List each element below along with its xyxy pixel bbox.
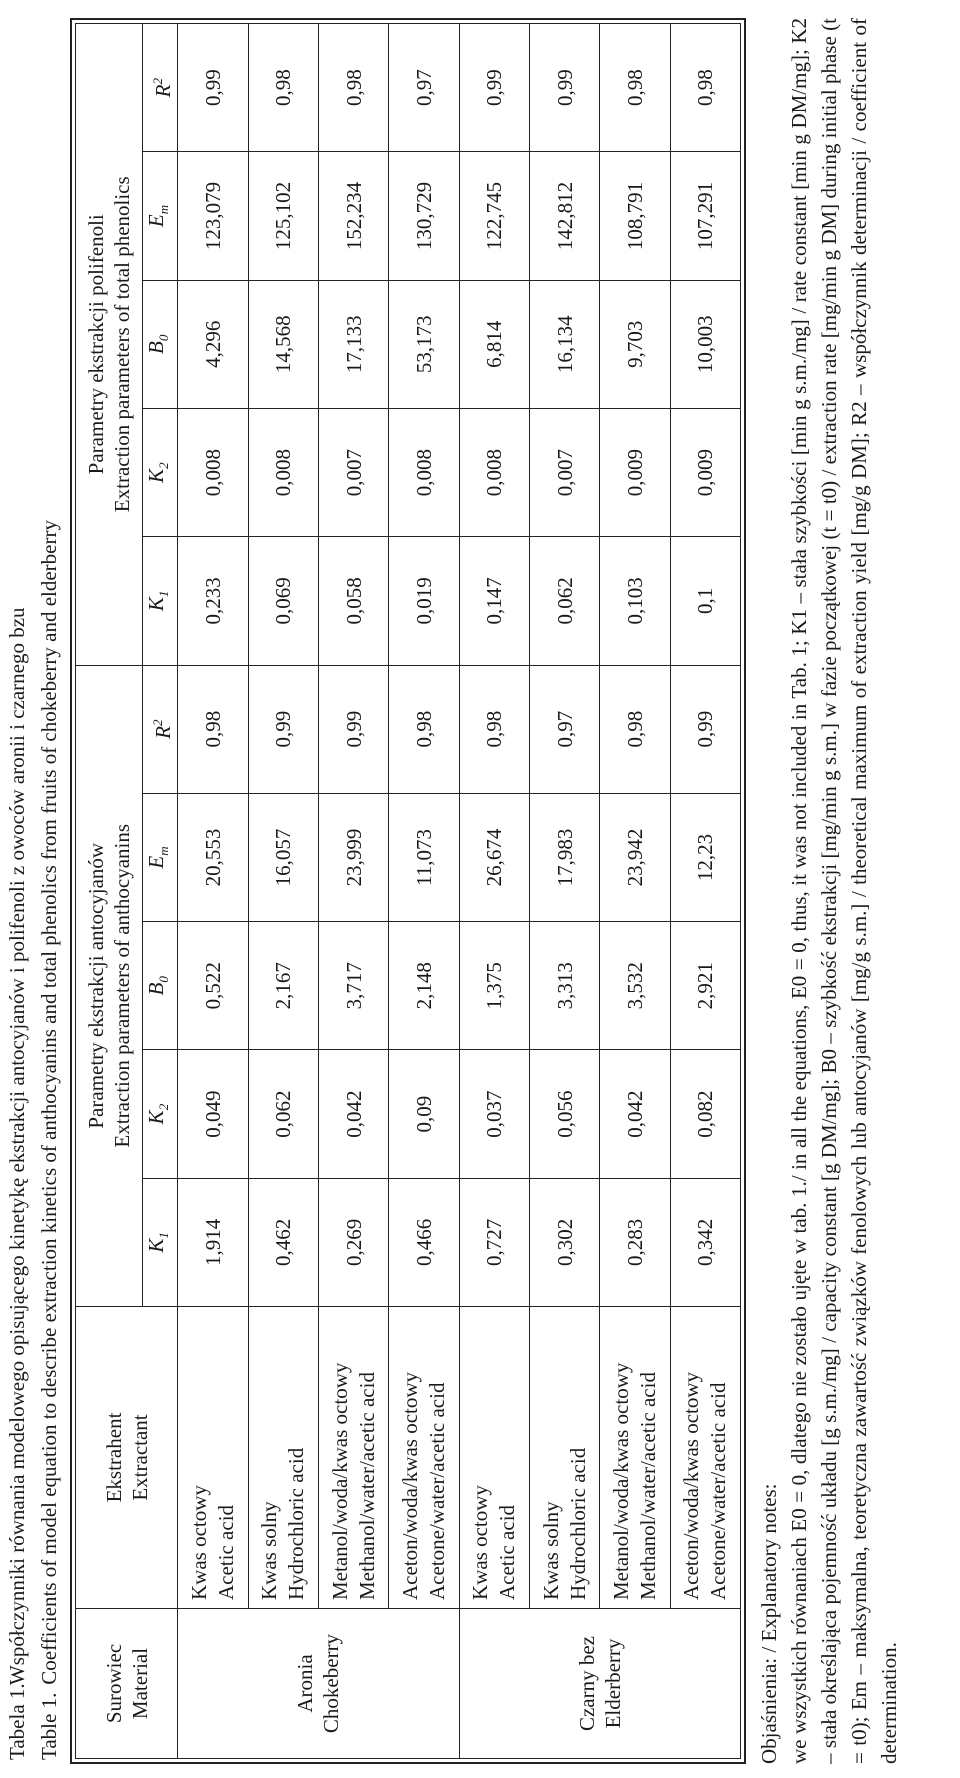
table-row <box>459 24 529 1759</box>
material-name-en: Chokeberry <box>319 1633 344 1734</box>
caption-polish-label: Tabela 1. <box>5 1683 29 1760</box>
extractant-cell <box>670 1307 740 1609</box>
antho-value-cell: 3,717 <box>318 922 388 1050</box>
antho-value-cell: 20,553 <box>178 793 248 921</box>
header-phenolics-pl: Parametry ekstrakcji polifenoli <box>84 214 108 475</box>
param-r2: $R^2$ <box>143 665 178 793</box>
extractant-pl: Kwas octowy <box>468 1485 493 1600</box>
table-row <box>248 24 318 1759</box>
antho-value-cell: 0,042 <box>600 1050 670 1178</box>
extractant-en: Hydrochloric acid <box>565 1447 590 1600</box>
header-phenolics <box>76 24 143 666</box>
antho-value-cell: 0,037 <box>459 1050 529 1178</box>
header-anthocyanins-en: Extraction parameters of anthocyanins <box>110 823 134 1148</box>
header-row-top <box>76 24 143 1759</box>
header-material <box>76 1609 178 1759</box>
extractant-en: Methanol/water/acetic acid <box>635 1372 660 1600</box>
explanatory-notes <box>754 18 904 1764</box>
antho-value-cell: 0,09 <box>389 1050 459 1178</box>
notes-heading: Objaśnienia: / Explanatory notes: <box>757 1483 781 1764</box>
header-extractant <box>76 1307 178 1609</box>
caption-polish <box>4 607 30 1760</box>
phen-value-cell: 9,703 <box>600 280 670 408</box>
table-row <box>529 24 599 1759</box>
extractant-pl: Aceton/woda/kwas octowy <box>397 1371 422 1600</box>
extractant-en: Acetone/water/acetic acid <box>424 1382 449 1600</box>
antho-value-cell: 0,462 <box>248 1178 318 1306</box>
header-anthocyanins <box>76 665 143 1306</box>
antho-value-cell: 0,302 <box>529 1178 599 1306</box>
antho-value-cell: 26,674 <box>459 793 529 921</box>
param-em: $E_m$ <box>143 793 178 921</box>
phen-value-cell: 0,98 <box>248 24 318 152</box>
header-material-pl: Surowiec <box>101 1643 126 1724</box>
antho-value-cell: 17,983 <box>529 793 599 921</box>
material-cell <box>178 1609 459 1759</box>
antho-value-cell: 12,23 <box>670 793 740 921</box>
param-em: $E_m$ <box>143 152 178 280</box>
phen-value-cell: 122,745 <box>459 152 529 280</box>
antho-value-cell: 0,082 <box>670 1050 740 1178</box>
phen-value-cell: 0,009 <box>670 408 740 536</box>
phen-value-cell: 0,233 <box>178 537 248 665</box>
header-extractant-pl: Ekstrahent <box>101 1412 126 1503</box>
extractant-pl: Kwas solny <box>538 1501 563 1600</box>
antho-value-cell: 0,99 <box>670 665 740 793</box>
phen-value-cell: 0,008 <box>178 408 248 536</box>
extractant-en: Acetone/water/acetic acid <box>706 1382 731 1600</box>
extractant-en: Hydrochloric acid <box>284 1447 309 1600</box>
extractant-cell <box>248 1307 318 1609</box>
phen-value-cell: 125,102 <box>248 152 318 280</box>
extractant-pl: Kwas solny <box>257 1501 282 1600</box>
phen-value-cell: 0,008 <box>459 408 529 536</box>
phen-value-cell: 10,003 <box>670 280 740 408</box>
phen-value-cell: 123,079 <box>178 152 248 280</box>
antho-value-cell: 0,97 <box>529 665 599 793</box>
param-k2: $K_2$ <box>143 1050 178 1178</box>
phen-value-cell: 16,134 <box>529 280 599 408</box>
extractant-pl: Kwas octowy <box>186 1485 211 1600</box>
notes-text: we wszystkich równaniach E0 = 0, dlatego nie zostało ujęte w tab. 1./ in all the equations, E0 = 0, thus, it was not included in Tab. 1; K1 – stała szybkości [min g s.m./mg] / rate constant [min g DM/mg]; K2 – stała określająca pojemność układu [g s.m./mg] / capacity constant [g DM/mg]; B0 – szybkość ekstrakcji [mg/min g s.m.] w fazie początkowej (t = t0) / extraction rate [mg/min g DM] during initial phase (t = t0); Em – maksymalna, teoretyczna zawartość związków fenolowych lub antocyjanów [mg/g s.m.] / theoretical maximum of extraction yield [mg/g DM]; R2 – współczynnik determinacji / coefficient of determination. <box>787 18 901 1764</box>
extractant-cell <box>318 1307 388 1609</box>
antho-value-cell: 0,466 <box>389 1178 459 1306</box>
phen-value-cell: 130,729 <box>389 152 459 280</box>
extractant-en: Acetic acid <box>213 1504 238 1600</box>
antho-value-cell: 23,999 <box>318 793 388 921</box>
param-r2: $R^2$ <box>143 24 178 152</box>
material-name-pl: Aronia <box>293 1654 318 1713</box>
antho-value-cell: 3,313 <box>529 922 599 1050</box>
antho-value-cell: 2,921 <box>670 922 740 1050</box>
table-row <box>670 24 740 1759</box>
caption-english-text: Coefficients of model equation to describe extraction kinetics of anthocyanins and total phenolics from fruits of chokeberry and elderberry <box>37 520 61 1685</box>
param-k2: $K_2$ <box>143 408 178 536</box>
antho-value-cell: 0,283 <box>600 1178 670 1306</box>
table-body <box>178 24 741 1759</box>
antho-value-cell: 0,056 <box>529 1050 599 1178</box>
extractant-en: Acetic acid <box>495 1504 520 1600</box>
phen-value-cell: 0,069 <box>248 537 318 665</box>
param-b0: $B_0$ <box>143 280 178 408</box>
phen-value-cell: 17,133 <box>318 280 388 408</box>
material-cell <box>459 1609 740 1759</box>
phen-value-cell: 107,291 <box>670 152 740 280</box>
table-row <box>318 24 388 1759</box>
phen-value-cell: 0,98 <box>318 24 388 152</box>
phen-value-cell: 0,009 <box>600 408 670 536</box>
extractant-pl: Metanol/woda/kwas octowy <box>608 1362 633 1600</box>
header-phenolics-en: Extraction parameters of total phenolics <box>110 176 134 513</box>
extractant-cell <box>529 1307 599 1609</box>
phen-value-cell: 0,062 <box>529 537 599 665</box>
antho-value-cell: 1,914 <box>178 1178 248 1306</box>
phen-value-cell: 0,99 <box>178 24 248 152</box>
phen-value-cell: 0,99 <box>459 24 529 152</box>
param-b0: $B_0$ <box>143 922 178 1050</box>
antho-value-cell: 0,042 <box>318 1050 388 1178</box>
antho-value-cell: 1,375 <box>459 922 529 1050</box>
phen-value-cell: 0,008 <box>389 408 459 536</box>
extractant-cell <box>459 1307 529 1609</box>
antho-value-cell: 11,073 <box>389 793 459 921</box>
antho-value-cell: 0,99 <box>318 665 388 793</box>
antho-value-cell: 0,062 <box>248 1050 318 1178</box>
antho-value-cell: 0,99 <box>248 665 318 793</box>
param-k1: $K_1$ <box>143 537 178 665</box>
material-name-pl: Czarny bez <box>574 1635 599 1732</box>
antho-value-cell: 0,522 <box>178 922 248 1050</box>
phen-value-cell: 0,147 <box>459 537 529 665</box>
material-name-en: Elderberry <box>600 1638 625 1729</box>
extractant-cell <box>389 1307 459 1609</box>
caption-english-label: Table 1. <box>37 1692 61 1760</box>
extractant-cell <box>600 1307 670 1609</box>
phen-value-cell: 4,296 <box>178 280 248 408</box>
antho-value-cell: 2,148 <box>389 922 459 1050</box>
header-material-en: Material <box>127 1647 152 1720</box>
antho-value-cell: 0,049 <box>178 1050 248 1178</box>
phen-value-cell: 0,019 <box>389 537 459 665</box>
extractant-en: Methanol/water/acetic acid <box>354 1372 379 1600</box>
phen-value-cell: 108,791 <box>600 152 670 280</box>
antho-value-cell: 0,98 <box>389 665 459 793</box>
table-row <box>600 24 670 1759</box>
phen-value-cell: 0,007 <box>318 408 388 536</box>
phen-value-cell: 0,97 <box>389 24 459 152</box>
phen-value-cell: 0,008 <box>248 408 318 536</box>
phen-value-cell: 0,1 <box>670 537 740 665</box>
antho-value-cell: 0,98 <box>459 665 529 793</box>
phen-value-cell: 142,812 <box>529 152 599 280</box>
antho-value-cell: 0,342 <box>670 1178 740 1306</box>
param-k1: $K_1$ <box>143 1178 178 1306</box>
antho-value-cell: 0,98 <box>178 665 248 793</box>
antho-value-cell: 16,057 <box>248 793 318 921</box>
caption-english <box>36 520 62 1760</box>
phen-value-cell: 0,99 <box>529 24 599 152</box>
antho-value-cell: 2,167 <box>248 922 318 1050</box>
extractant-pl: Aceton/woda/kwas octowy <box>679 1371 704 1600</box>
phen-value-cell: 0,98 <box>600 24 670 152</box>
coefficients-table <box>75 23 741 1759</box>
antho-value-cell: 23,942 <box>600 793 670 921</box>
caption-polish-text: Współczynniki równania modelowego opisującego kinetykę ekstrakcji antocyjanów i polifenoli z owoców aronii i czarnego bzu <box>5 607 29 1686</box>
antho-value-cell: 3,532 <box>600 922 670 1050</box>
table-row <box>389 24 459 1759</box>
phen-value-cell: 53,173 <box>389 280 459 408</box>
antho-value-cell: 0,98 <box>600 665 670 793</box>
antho-value-cell: 0,269 <box>318 1178 388 1306</box>
phen-value-cell: 0,058 <box>318 537 388 665</box>
phen-value-cell: 14,568 <box>248 280 318 408</box>
phen-value-cell: 6,814 <box>459 280 529 408</box>
header-extractant-en: Extractant <box>127 1414 152 1501</box>
phen-value-cell: 152,234 <box>318 152 388 280</box>
extractant-cell <box>178 1307 248 1609</box>
phen-value-cell: 0,103 <box>600 537 670 665</box>
phen-value-cell: 0,007 <box>529 408 599 536</box>
extractant-pl: Metanol/woda/kwas octowy <box>327 1362 352 1600</box>
header-anthocyanins-pl: Parametry ekstrakcji antocyjanów <box>84 842 108 1129</box>
phen-value-cell: 0,98 <box>670 24 740 152</box>
table-row <box>178 24 248 1759</box>
table-frame <box>70 18 746 1764</box>
antho-value-cell: 0,727 <box>459 1178 529 1306</box>
